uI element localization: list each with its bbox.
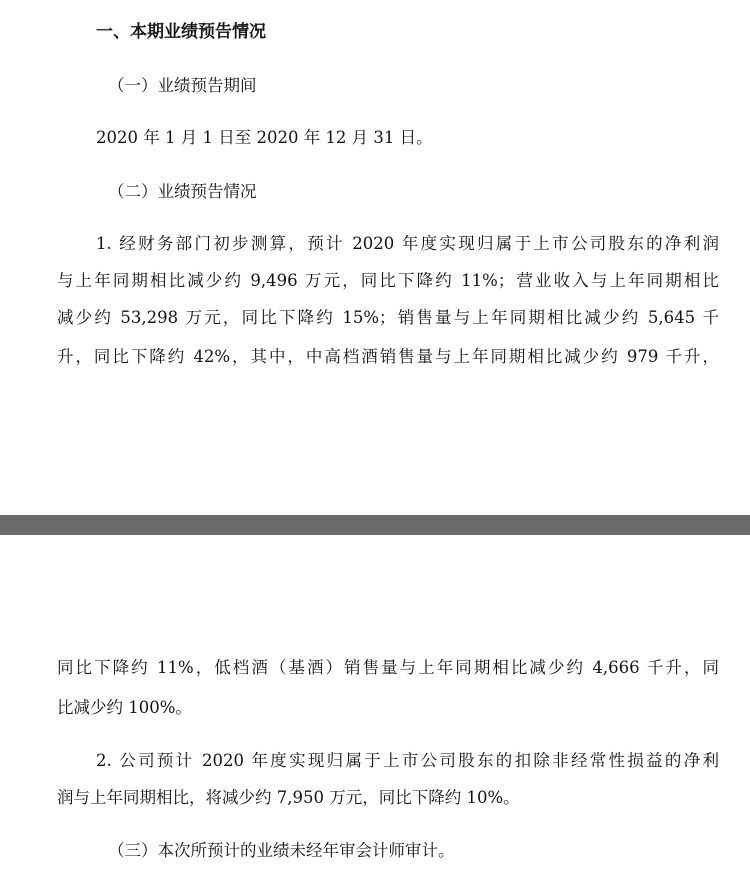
forecast-item2-line: 2. 公司预计 2020 年度实现归属于上市公司股东的扣除非经常性损益的净利 <box>96 751 719 770</box>
section-heading: 一、本期业绩预告情况 <box>96 22 266 42</box>
audit-text: （三）本次所预计的业绩未经年审会计师审计。 <box>108 841 455 860</box>
forecast-subheading: （二）业绩预告情况 <box>108 182 257 201</box>
forecast-item1-line: 升，同比下降约 42%，其中，中高档酒销售量与上年同期相比减少约 979 千升， <box>57 347 719 366</box>
forecast-item1-continued-line: 比减少约 100%。 <box>57 698 192 717</box>
forecast-item1-line: 减少约 53,298 万元，同比下降约 15%；销售量与上年同期相比减少约 5,645 千 <box>57 308 719 327</box>
period-subheading: （一）业绩预告期间 <box>108 76 257 95</box>
forecast-item1-continued-line: 同比下降约 11%，低档酒（基酒）销售量与上年同期相比减少约 4,666 千升，同 <box>57 658 719 677</box>
page-break-divider <box>0 515 750 535</box>
forecast-item1-line: 1. 经财务部门初步测算，预计 2020 年度实现归属于上市公司股东的净利润 <box>96 234 719 253</box>
forecast-item1-line: 与上年同期相比减少约 9,496 万元，同比下降约 11%；营业收入与上年同期相比 <box>57 271 719 290</box>
forecast-item2-line: 润与上年同期相比，将减少约 7,950 万元，同比下降约 10%。 <box>57 788 520 807</box>
period-text: 2020 年 1 月 1 日至 2020 年 12 月 31 日。 <box>96 128 433 147</box>
